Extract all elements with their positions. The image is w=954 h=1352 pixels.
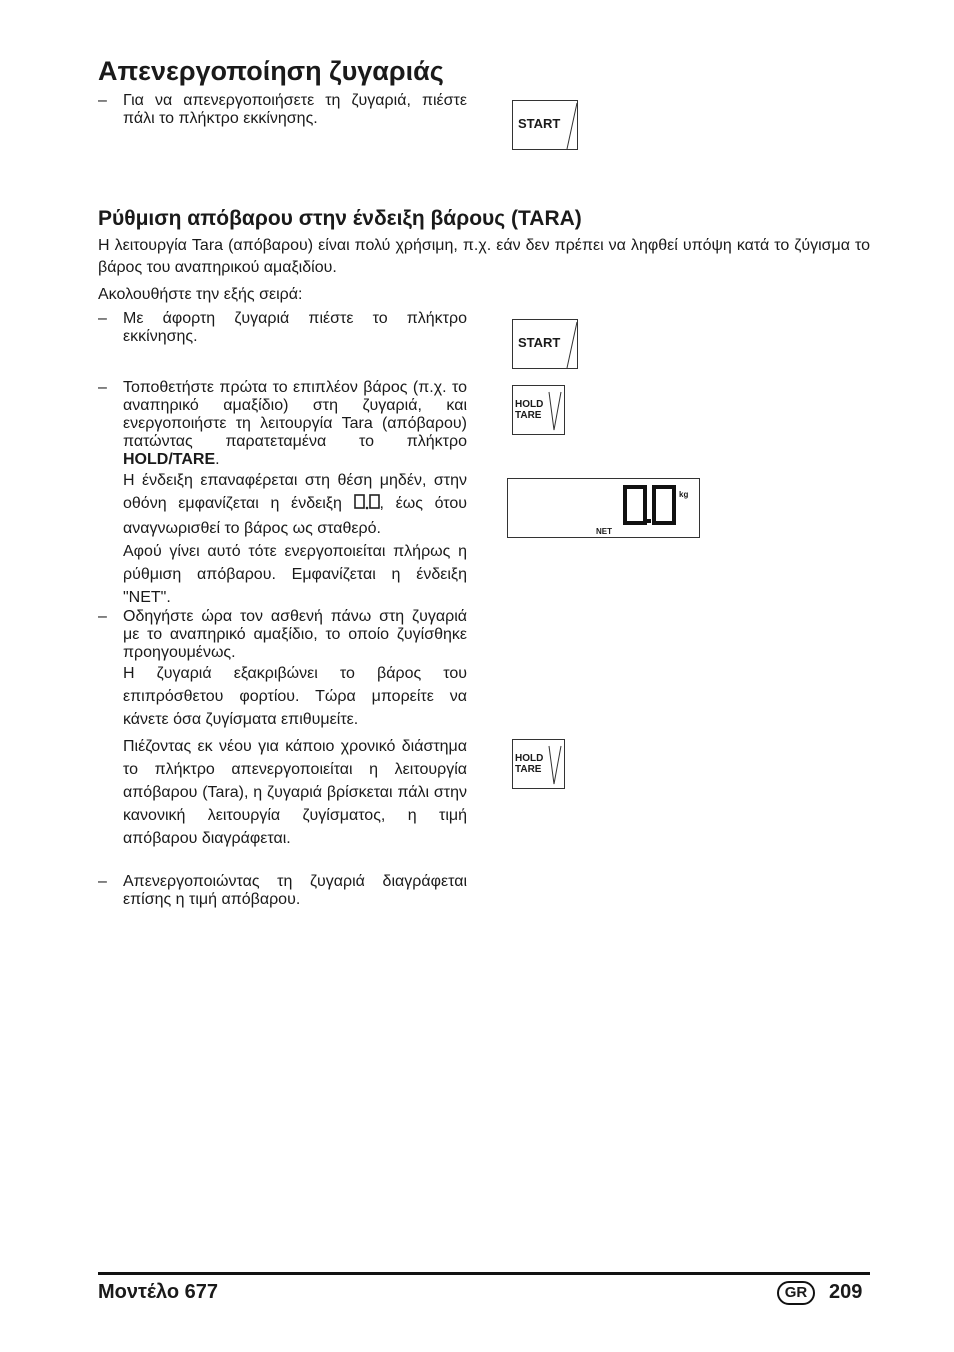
follow-paragraph: Ακολουθήστε την εξής σειρά: [98,286,303,303]
start-button-icon [512,100,578,150]
list-item-subparagraph: Η ζυγαριά εξακριβώνει το βάρος του επιπρόσθετου φορτίου. Τώρα μπορείτε να κάνετε όσα ζυγίσματα επιθυμείτε. [123,665,467,728]
list-item [98,873,467,909]
list-dash: – [98,608,107,625]
list-dash: – [98,873,107,890]
list-dash: – [98,310,107,327]
list-item [98,379,467,609]
list-dash: – [98,379,107,396]
footer-rule [98,1272,870,1275]
page-number: 209 [829,1281,863,1303]
list-item-subparagraph: Πιέζοντας εκ νέου για κάποιο χρονικό διάστημα το πλήκτρο απενεργοποιείται η λειτουργία απόβαρου (Tara), η ζυγαριά βρίσκεται πάλι στην κανονική λειτουργία ζυγίσματος, η τιμή απόβαρου διαγράφεται. [123,738,467,847]
tare-label: TARE [515,764,542,775]
list-item [98,608,467,850]
hold-tare-button-icon [512,739,565,789]
list-item-subparagraph: Αφού γίνει αυτό τότε ενεργοποιείται πλήρως η ρύθμιση απόβαρου. Εμφανίζεται η ένδειξη "NET". [123,543,467,606]
list-item-text: Για να απενεργοποιήσετε τη ζυγαριά, πιέστε πάλι το πλήκτρο εκκίνησης. [123,92,467,127]
section-title-shutdown: Απενεργοποίηση ζυγαριάς [98,56,444,86]
inline-seven-segment [354,494,380,510]
hold-tare-keyword: HOLD/TARE [123,451,216,468]
list-item-text [123,379,467,469]
display-unit: kg [679,490,689,499]
intro-paragraph: Η λειτουργία Tara (απόβαρου) είναι πολύ χρήσιμη, π.χ. εάν δεν πρέπει να ληφθεί υπόψη κατά το ζύγισμα το βάρος του αναπηρικού αμαξιδίου. [98,237,870,276]
inline-zero-reading [354,494,380,517]
list-item-text-part: Τοποθετήστε πρώτα το επιπλέον βάρος (π.χ. το αναπηρικό αμαξίδιο) στη ζυγαριά, και ενεργοποιήστε τη λειτουργία Tara (απόβαρου) πατώντας παρατεταμένα το πλήκτρο [123,379,467,450]
hold-tare-button-icon [512,385,565,435]
list-item [98,310,467,346]
list-item-subparagraph [123,469,467,540]
hold-label: HOLD [515,399,544,410]
footer-model: Μοντέλο 677 [98,1281,218,1303]
start-button-label: START [518,335,561,350]
list-item-text: Απενεργοποιώντας τη ζυγαριά διαγράφεται επίσης η τιμή απόβαρου. [123,873,467,908]
list-item-text: Οδηγήστε ώρα τον ασθενή πάνω στη ζυγαριά με το αναπηρικό αμαξίδιο, το οποίο ζυγίσθηκε προηγουμένως. [123,608,467,661]
list-item-text-part: Η ένδειξη επαναφέρεται στη θέση μηδέν, στην οθόνη εμφανίζεται η ένδειξη [123,472,467,512]
tare-label: TARE [515,410,542,421]
list-item-text-part: , έως ότου αναγνωρισθεί το βάρος ως σταθερό. [123,495,467,537]
display-net-indicator: NET [596,527,612,536]
list-item [98,92,467,128]
start-button-label: START [518,116,561,131]
list-item-text: Με άφορτη ζυγαριά πιέστε το πλήκτρο εκκίνησης. [123,310,467,345]
section-title-tara: Ρύθμιση απόβαρου στην ένδειξη βάρους (TARA) [98,207,582,230]
start-button-icon [512,319,578,369]
language-badge: GR [777,1281,815,1305]
hold-label: HOLD [515,753,544,764]
list-dash: – [98,92,107,109]
list-item-text-part: . [215,451,220,468]
scale-display-icon [507,478,700,538]
